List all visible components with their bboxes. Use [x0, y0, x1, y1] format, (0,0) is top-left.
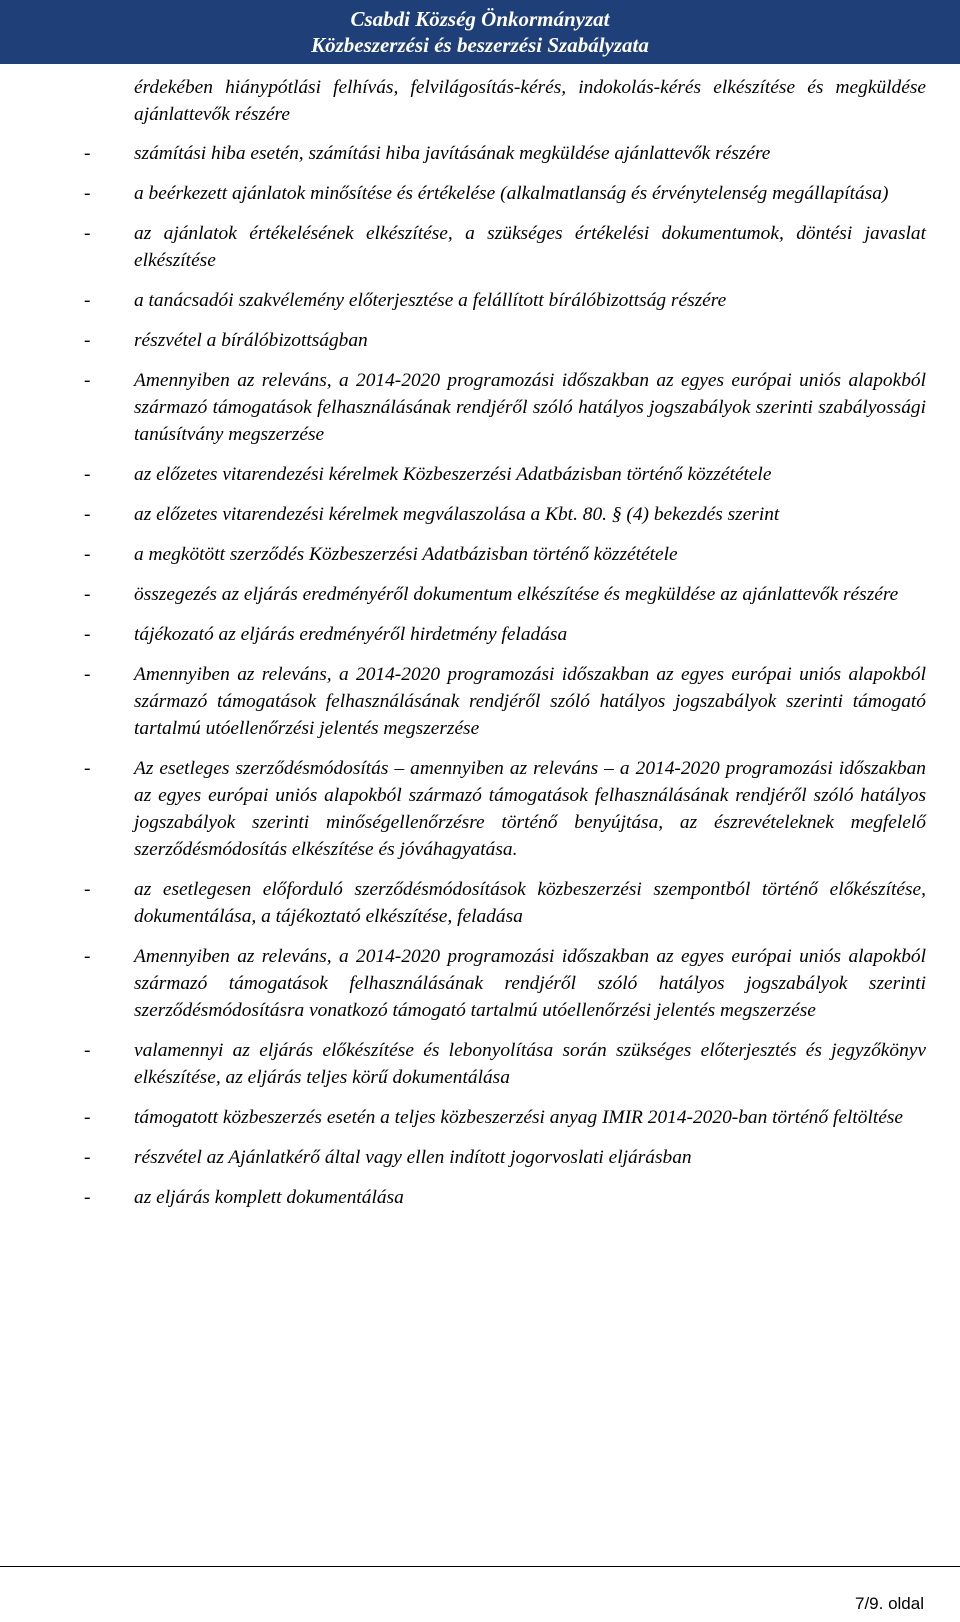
list-item-text: támogatott közbeszerzés esetén a teljes közbeszerzési anyag IMIR 2014-2020-ban történő feltöltése: [134, 1107, 904, 1128]
list-item: [84, 621, 926, 648]
list-item-text: az esetlegesen előforduló szerződésmódosítások közbeszerzési szempontból történő előkészítése, dokumentálása, a tájékoztató elkészítése, feladása: [134, 879, 926, 927]
list-item: [84, 755, 926, 863]
list-item-text: a beérkezett ajánlatok minősítése és értékelése (alkalmatlanság és érvénytelenség megállapítása): [134, 183, 889, 204]
bullet-dash: -: [84, 143, 91, 164]
bullet-dash: -: [84, 290, 91, 311]
bullet-dash: -: [84, 183, 91, 204]
list-item: [84, 461, 926, 488]
list-item: [84, 220, 926, 274]
list-item-text: Az esetleges szerződésmódosítás – amennyiben az releváns – a 2014-2020 programozási időszakban az egyes európai uniós alapokból származó támogatások felhasználásának rendjéről szóló hatályos jogszabályok szerinti minőségellenőrzésre történő benyújtása, az észrevételeknek megfelelő szerződésmódosítás elkészítése és jóváhagyatása.: [134, 758, 926, 860]
list-item-text: Amennyiben az releváns, a 2014-2020 programozási időszakban az egyes európai uniós alapokból származó támogatások felhasználásának rendjéről szóló hatályos jogszabályok szerinti szabályossági tanúsítvány megszerzése: [134, 370, 926, 445]
bullet-dash: -: [84, 330, 91, 351]
list-item-text: tájékozató az eljárás eredményéről hirdetmény feladása: [134, 624, 568, 645]
list-item-text: az előzetes vitarendezési kérelmek megválaszolása a Kbt. 80. § (4) bekezdés szerint: [134, 504, 780, 525]
bullet-dash: -: [84, 584, 91, 605]
list-item-text: a tanácsadói szakvélemény előterjesztése a felállított bírálóbizottság részére: [134, 290, 727, 311]
list-item: [84, 1184, 926, 1211]
bullet-dash: -: [84, 879, 91, 900]
bullet-dash: -: [84, 758, 91, 779]
bullet-dash: -: [84, 370, 91, 391]
list-item: [84, 1144, 926, 1171]
list-item-text: az előzetes vitarendezési kérelmek Közbeszerzési Adatbázisban történő közzététele: [134, 464, 772, 485]
list-item-text: összegezés az eljárás eredményéről dokumentum elkészítése és megküldése az ajánlattevők részére: [134, 584, 899, 605]
bullet-dash: -: [84, 1187, 91, 1208]
list-item: [84, 287, 926, 314]
bullet-dash: -: [84, 1147, 91, 1168]
document-body: [84, 74, 926, 1224]
list-item: [84, 1037, 926, 1091]
document-header: [0, 0, 960, 64]
bullet-dash: -: [84, 1040, 91, 1061]
list-item-text: részvétel az Ajánlatkérő által vagy ellen indított jogorvoslati eljárásban: [134, 1147, 692, 1168]
footer-divider: [0, 1566, 960, 1567]
list-item-text: Amennyiben az releváns, a 2014-2020 programozási időszakban az egyes európai uniós alapokból származó támogatások felhasználásának rendjéről szóló hatályos jogszabályok szerinti támogató tartalmú utóellenőrzési jelentés megszerzése: [134, 664, 926, 739]
continuation-paragraph: [84, 74, 926, 128]
page-number: 7/9. oldal: [855, 1594, 924, 1613]
header-organization: Csabdi Község Önkormányzat: [350, 7, 610, 31]
list-item: [84, 541, 926, 568]
list-item-text: Amennyiben az releváns, a 2014-2020 programozási időszakban az egyes európai uniós alapokból származó támogatások felhasználásának rendjéről szóló hatályos jogszabályok szerinti szerződésmódosításra vonatkozó támogató tartalmú utóellenőrzési jelentés megszerzése: [134, 946, 926, 1021]
bullet-dash: -: [84, 544, 91, 565]
list-item: [84, 876, 926, 930]
list-item: [84, 367, 926, 448]
list-item-text: az eljárás komplett dokumentálása: [134, 1187, 404, 1208]
bullet-dash: -: [84, 664, 91, 685]
list-item-text: a megkötött szerződés Közbeszerzési Adatbázisban történő közzététele: [134, 544, 678, 565]
bullet-dash: -: [84, 504, 91, 525]
list-item: [84, 661, 926, 742]
list-item: [84, 943, 926, 1024]
bullet-dash: -: [84, 464, 91, 485]
list-item: [84, 180, 926, 207]
list-item-text: valamennyi az eljárás előkészítése és lebonyolítása során szükséges előterjesztés és jegyzőkönyv elkészítése, az eljárás teljes körű dokumentálása: [134, 1040, 926, 1088]
bullet-dash: -: [84, 223, 91, 244]
list-item: [84, 501, 926, 528]
list-item: [84, 581, 926, 608]
list-item-text: részvétel a bírálóbizottságban: [134, 330, 368, 351]
list-item-text: az ajánlatok értékelésének elkészítése, a szükséges értékelési dokumentumok, döntési javaslat elkészítése: [134, 223, 926, 271]
header-document-title: Közbeszerzési és beszerzési Szabályzata: [311, 33, 649, 57]
continuation-text: érdekében hiánypótlási felhívás, felvilágosítás-kérés, indokolás-kérés elkészítése és megküldése ajánlattevők részére: [134, 77, 926, 125]
bullet-dash: -: [84, 624, 91, 645]
bullet-dash: -: [84, 1107, 91, 1128]
list-item: [84, 1104, 926, 1131]
bullet-dash: -: [84, 946, 91, 967]
list-item: [84, 327, 926, 354]
list-item-text: számítási hiba esetén, számítási hiba javításának megküldése ajánlattevők részére: [134, 143, 771, 164]
list-item: [84, 140, 926, 167]
